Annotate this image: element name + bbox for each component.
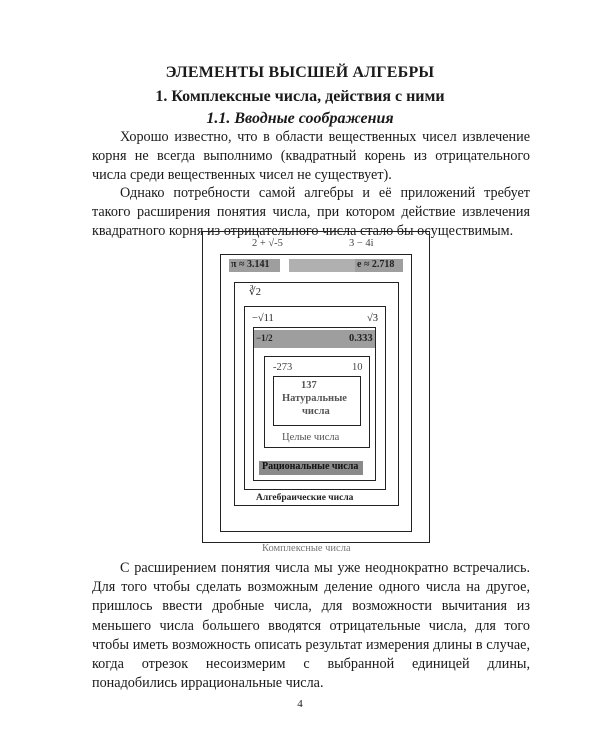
- subsection-heading: 1.1. Вводные соображения: [206, 110, 394, 127]
- chapter-heading: 1. Комплексные числа, действия с ними: [155, 88, 445, 105]
- irrational-example-2: √3: [367, 313, 379, 324]
- decimal-example: 0.333: [349, 333, 373, 344]
- complex-example-2: 3 − 4i: [349, 238, 374, 249]
- integer-example-2: 10: [352, 362, 363, 373]
- complex-numbers-label: Комплексные числа: [262, 543, 351, 554]
- integer-numbers-label: Целые числа: [282, 432, 340, 443]
- paragraph-requirement: Однако потребности самой алгебры и её приложений требует такого расширения понятия числа, при котором действие извлечения квадратного корня из отрицательного числа стало бы осуществимым.: [92, 185, 530, 240]
- e-approximation: e ≈ 2.718: [357, 259, 395, 270]
- paragraph-extension: С расширением понятия числа мы уже неоднократно встречались. Для того чтобы сделать возможным деление одного числа на другое, пришлось ввести дробные числа, для возможности вычитания из меньшего числа большего вводятся отрицательные числа, для того чтобы иметь возможность описать результат измерения длины в случае, когда отрезок несоизмерим с выбранной единицей длины, понадобились иррациональные числа.: [92, 560, 530, 692]
- natural-label-line-2: числа: [302, 406, 330, 417]
- complex-example-1: 2 + √-5: [252, 238, 283, 249]
- natural-example: 137: [301, 380, 317, 391]
- natural-label-line-1: Натуральные: [282, 393, 347, 404]
- page-number: 4: [297, 698, 303, 710]
- integer-example-1: -273: [273, 362, 293, 373]
- algebraic-example: ∛2: [249, 287, 261, 298]
- fraction-example: −1/2: [256, 333, 273, 343]
- irrational-example-1: −√11: [252, 313, 274, 324]
- paragraph-intro: Хорошо известно, что в области вещественных чисел извлечение корня не всегда выполнимо (квадратный корень из отрицательного числа среди вещественных чисел не существует).: [92, 129, 530, 184]
- pi-approximation: π ≈ 3.141: [231, 259, 270, 270]
- section-heading: ЭЛЕМЕНТЫ ВЫСШЕЙ АЛГЕБРЫ: [165, 64, 435, 81]
- algebraic-numbers-label: Алгебраические числа: [256, 493, 354, 503]
- rational-numbers-label: Рациональные числа: [262, 461, 359, 472]
